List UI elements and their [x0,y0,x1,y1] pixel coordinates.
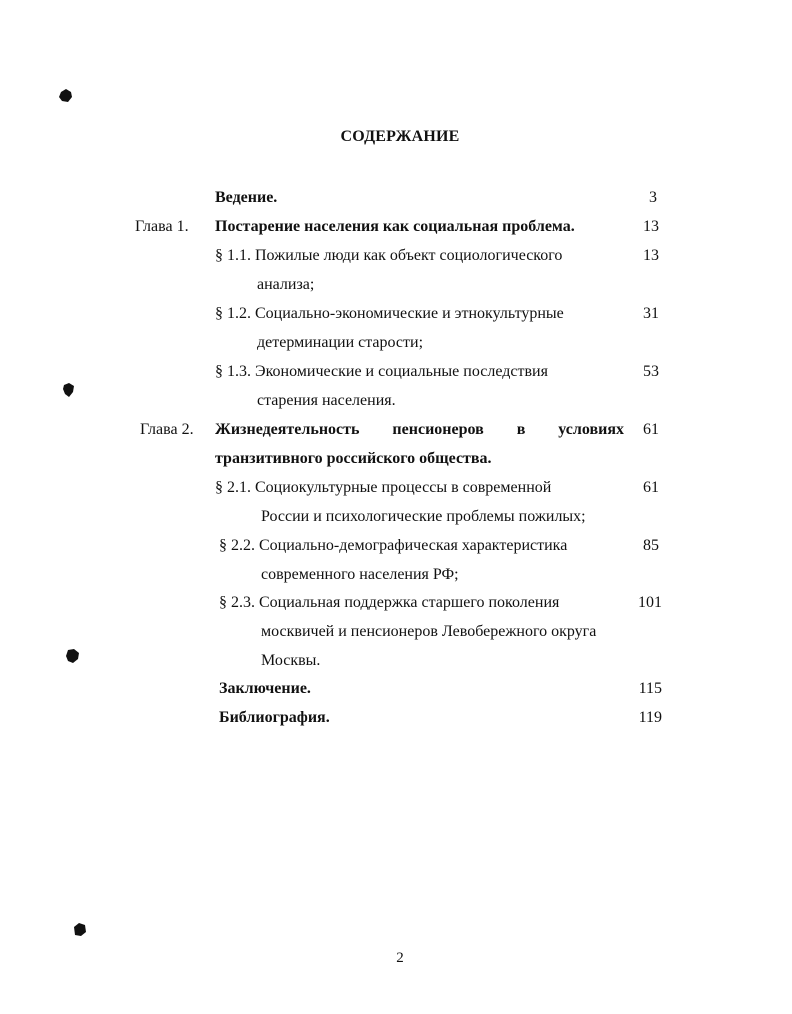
toc-ch2-page: 61 [643,421,659,438]
toc-s22-line2: современного населения РФ; [261,566,459,583]
ink-blot-1 [58,88,74,104]
toc-s23-line3: Москвы. [261,652,321,669]
toc-ch2-word-2: пенсионеров [392,421,484,438]
toc-s13-line1: § 1.3. Экономические и социальные последствия [215,363,548,380]
toc-s12-line1: § 1.2. Социально-экономические и этнокультурные [215,305,564,322]
toc-s23-line2: москвичей и пенсионеров Левобережного округа [261,623,597,640]
toc-ch1-title: Постарение населения как социальная проблема. [215,218,575,235]
toc-s13-page: 53 [643,363,659,380]
toc-s23-line1: § 2.3. Социальная поддержка старшего поколения [219,594,560,611]
toc-ch1-page: 13 [643,218,659,235]
toc-intro-title: Ведение. [215,189,278,206]
toc-ch2-label: Глава 2. [140,421,194,438]
toc-ch2-title-line2: транзитивного российского общества. [215,450,492,467]
toc-ch1-label: Глава 1. [135,218,189,235]
toc-s13-line2: старения населения. [257,392,396,409]
toc-conclusion-page: 115 [638,680,662,697]
toc-s22-page: 85 [643,537,659,554]
toc-bibliography-page: 119 [638,709,662,726]
toc-bibliography-title: Библиография. [219,709,330,726]
ink-blot-2 [62,382,76,398]
toc-s21-line2: России и психологические проблемы пожилых; [261,508,586,525]
toc-s11-line1: § 1.1. Пожилые люди как объект социологического [215,247,563,264]
toc-s22-line1: § 2.2. Социально-демографическая характеристика [219,537,568,554]
page-number: 2 [396,950,404,966]
toc-intro-page: 3 [649,189,657,206]
toc-s11-line2: анализа; [257,276,315,293]
toc-s21-line1: § 2.1. Социокультурные процессы в современной [215,479,552,496]
toc-s12-line2: детерминации старости; [257,334,424,351]
toc-s21-page: 61 [643,479,659,496]
toc-ch2-word-4: условиях [558,421,624,438]
toc-s23-page: 101 [638,594,662,611]
toc-s11-page: 13 [643,247,659,264]
toc-ch2-word-3: в [516,421,526,438]
page-title: СОДЕРЖАНИЕ [340,128,460,145]
toc-s12-page: 31 [643,305,659,322]
toc-ch2-word-1: Жизнедеятельность [215,421,360,438]
toc-ch2-title-line1 [215,420,624,440]
ink-blot-3 [65,648,81,664]
toc-conclusion-title: Заключение. [219,680,311,697]
ink-blot-4 [72,922,88,938]
